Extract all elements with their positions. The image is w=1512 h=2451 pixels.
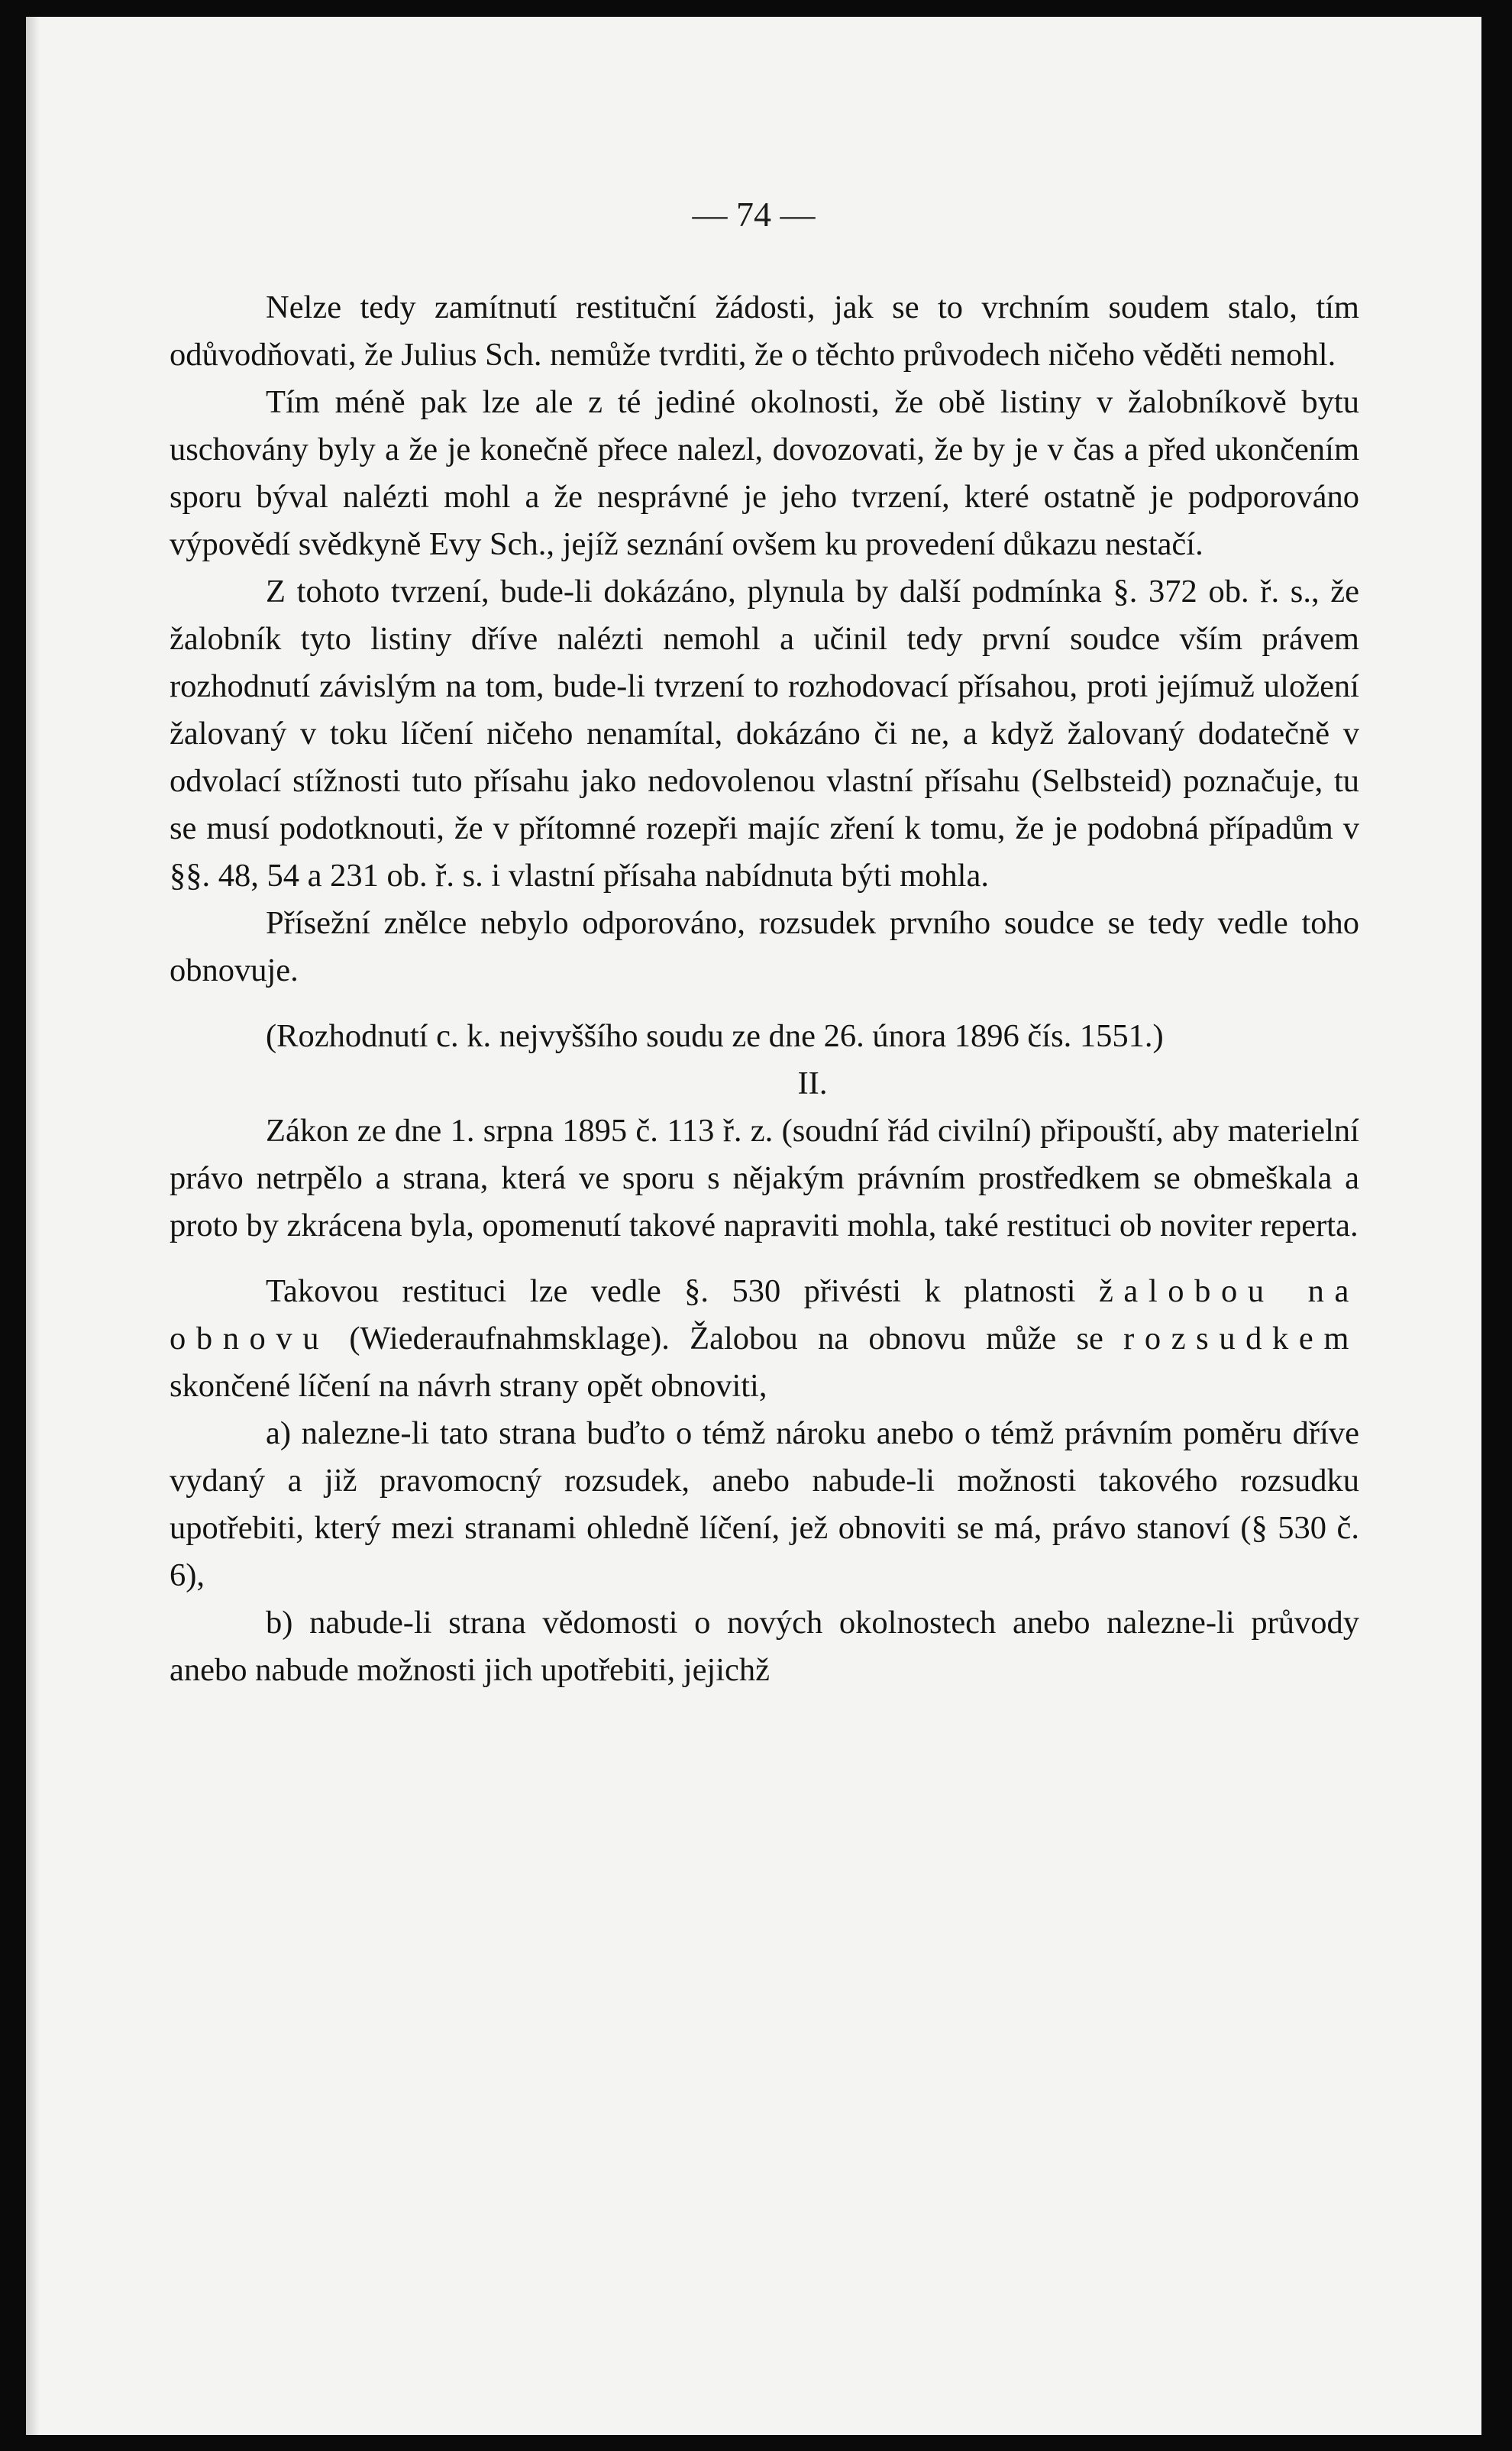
scan-edge-shadow (26, 17, 40, 2435)
text-run: skončené líčení na návrh strany opět obnoviti, (170, 1368, 767, 1404)
body-text (170, 284, 1359, 1694)
paragraph-b: b) nabude-li strana vědomosti o nových okolnostech anebo nalezne-li průvody anebo nabude možnosti jich upotřebiti, jejichž (170, 1605, 1359, 1688)
section-heading: II. (797, 1065, 828, 1101)
spaced-term: žalobou na obnovu (170, 1273, 1359, 1356)
paragraph-takovou (170, 1268, 1359, 1410)
text-run: Takovou restituci lze vedle §. 530 přivésti k platnosti (266, 1273, 1099, 1309)
paragraph-zakon: Zákon ze dne 1. srpna 1895 č. 113 ř. z. (soudní řád civilní) připouští, aby materielní právo netrpělo a strana, která ve sporu s nějakým právním prostředkem se obmeškala a proto by zkrácena byla, opomenutí takové napraviti mohla, také restituci ob noviter reperta. (170, 1113, 1359, 1243)
paragraph-tim-mene: Tím méně pak lze ale z té jediné okolnosti, že obě listiny v žalobníkově bytu uschovány byly a že je konečně přece nalezl, dovozovati, že by je v čas a před ukončením sporu býval nalézti mohl a že nesprávné je jeho tvrzení, které ostatně je podporováno výpovědí svědkyně Evy Sch., jejíž seznání ovšem ku provedení důkazu nestačí. (170, 384, 1359, 562)
text-run: (Wiederaufnahmsklage). Žalobou na obnovu může se (329, 1321, 1124, 1356)
page-number: — 74 — (692, 195, 816, 234)
scanned-page (26, 17, 1481, 2435)
paragraph-z-tohoto: Z tohoto tvrzení, bude-li dokázáno, plynula by další podmínka §. 372 ob. ř. s., že žalobník tyto listiny dříve nalézti nemohl a učinil tedy první soudce vším právem rozhodnutí závislým na tom, bude-li tvrzení to rozhodovací přísahou, proti jejímuž uložení žalovaný v toku líčení ničeho nenamítal, dokázáno či ne, a když žalovaný dodatečně v odvolací stížnosti tuto přísahu jako nedovolenou vlastní přísahu (Selbsteid) poznačuje, tu se musí podotknouti, že v přítomné rozepři majíc zření k tomu, že je podobná případům v §§. 48, 54 a 231 ob. ř. s. i vlastní přísaha nabídnuta býti mohla. (170, 574, 1359, 894)
paragraph-prisezni: Přísežní znělce nebylo odporováno, rozsudek prvního soudce se tedy vedle toho obnovuje. (170, 905, 1359, 988)
paragraph-zamitnuti: Nelze tedy zamítnutí restituční žádosti, jak se to vrchním soudem stalo, tím odůvodňovati, že Julius Sch. nemůže tvrditi, že o těchto průvodech ničeho věděti nemohl. (170, 289, 1359, 373)
citation: (Rozhodnutí c. k. nejvyššího soudu ze dne 26. února 1896 čís. 1551.) (266, 1018, 1164, 1054)
paragraph-a: a) nalezne-li tato strana buďto o témž nároku anebo o témž právním poměru dříve vydaný a již pravomocný rozsudek, anebo nabude-li možnosti takového rozsudku upotřebiti, který mezi stranami ohledně líčení, jež obnoviti se má, právo stanoví (§ 530 č. 6), (170, 1415, 1359, 1593)
spaced-term: rozsudkem (1123, 1321, 1359, 1356)
